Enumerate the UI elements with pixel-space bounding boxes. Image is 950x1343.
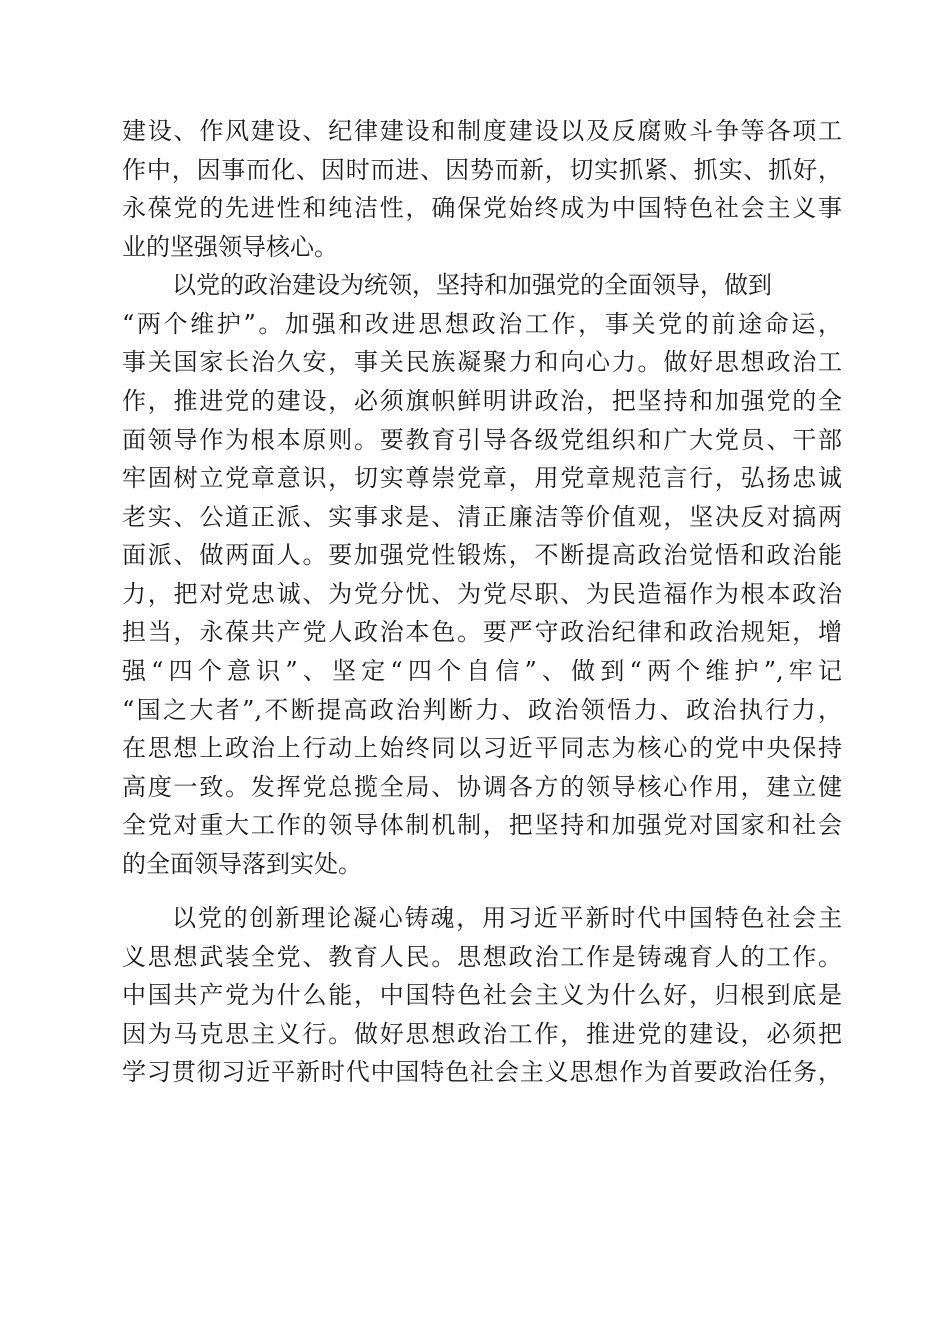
text-line: 作中，因事而化、因时而进、因势而新，切实抓紧、抓实、抓好， bbox=[122, 156, 842, 184]
text-line: 牢固树立党章意识，切实尊崇党章，用党章规范言行，弘扬忠诚 bbox=[122, 464, 842, 492]
text-line: 业的坚强领导核心。 bbox=[122, 233, 338, 261]
text-line: 全党对重大工作的领导体制机制，把坚持和加强党对国家和社会 bbox=[122, 811, 842, 839]
text-line: 事关国家长治久安，事关民族凝聚力和向心力。做好思想政治工 bbox=[122, 348, 842, 376]
text-line: 义思想武装全党、教育人民。思想政治工作是铸魂育人的工作。 bbox=[122, 943, 842, 971]
text-line: 强“四个意识”、坚定“四个自信”、做到“两个维护”,牢记 bbox=[122, 657, 842, 685]
text-line: 面派、做两面人。要加强党性锻炼，不断提高政治觉悟和政治能 bbox=[122, 541, 842, 569]
paragraph-first-line: 以党的创新理论凝心铸魂，用习近平新时代中国特色社会主 bbox=[172, 904, 842, 932]
text-line: 的全面领导落到实处。 bbox=[122, 850, 362, 878]
text-line: 老实、公道正派、实事求是、清正廉洁等价值观，坚决反对搞两 bbox=[122, 503, 842, 531]
text-line: “国之大者”,不断提高政治判断力、政治领悟力、政治执行力， bbox=[122, 696, 842, 724]
text-line: 面领导作为根本原则。要教育引导各级党组织和广大党员、干部 bbox=[122, 426, 842, 454]
text-line: 力，把对党忠诚、为党分忧、为党尽职、为民造福作为根本政治 bbox=[122, 580, 842, 608]
text-line: “两个维护”。加强和改进思想政治工作，事关党的前途命运， bbox=[122, 310, 842, 338]
text-line: 高度一致。发挥党总揽全局、协调各方的领导核心作用，建立健 bbox=[122, 773, 842, 801]
text-line: 担当，永葆共产党人政治本色。要严守政治纪律和政治规矩，增 bbox=[122, 618, 842, 646]
text-line: 永葆党的先进性和纯洁性，确保党始终成为中国特色社会主义事 bbox=[122, 194, 842, 222]
text-line: 作，推进党的建设，必须旗帜鲜明讲政治，把坚持和加强党的全 bbox=[122, 387, 842, 415]
text-line: 在思想上政治上行动上始终同以习近平同志为核心的党中央保持 bbox=[122, 734, 842, 762]
text-line: 中国共产党为什么能，中国特色社会主义为什么好，归根到底是 bbox=[122, 981, 842, 1009]
text-line: 学习贯彻习近平新时代中国特色社会主义思想作为首要政治任务， bbox=[122, 1058, 842, 1086]
text-line: 建设、作风建设、纪律建设和制度建设以及反腐败斗争等各项工 bbox=[122, 117, 842, 145]
text-line: 因为马克思主义行。做好思想政治工作，推进党的建设，必须把 bbox=[122, 1020, 842, 1048]
paragraph-first-line: 以党的政治建设为统领，坚持和加强党的全面领导，做到 bbox=[172, 271, 772, 299]
